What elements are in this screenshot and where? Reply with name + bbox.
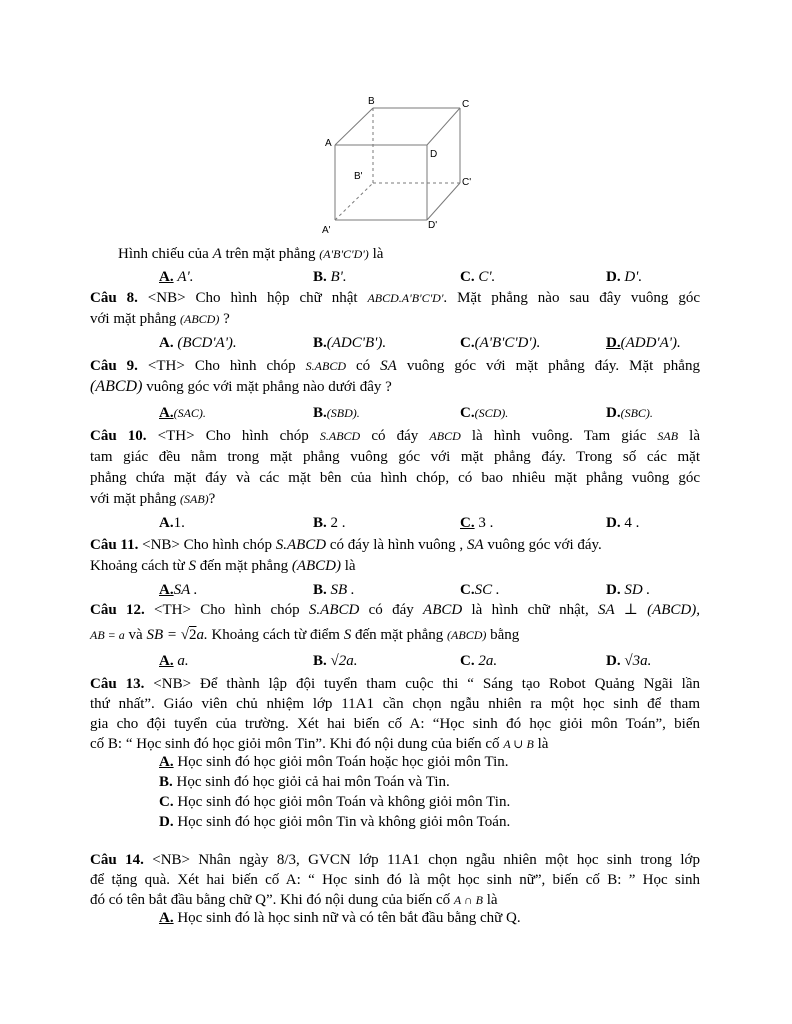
q8-option-b[interactable]: B.(ADC'B'). <box>313 335 387 351</box>
q11-option-d[interactable]: D. SD . <box>606 582 651 598</box>
q10-option-c[interactable]: C. 3 . <box>460 515 494 531</box>
q8-option-a[interactable]: A. (BCD'A'). <box>159 335 237 351</box>
q7-stem: Hình chiếu của A trên mặt phẳng (A'B'C'D') là <box>118 246 384 262</box>
q10-line-2: tam giác đều nằm trong mặt phẳng vuông góc với mặt phẳng đáy. Trong số các mặt <box>90 449 700 465</box>
q9-label: Câu 9. <box>90 358 138 374</box>
q9-options <box>159 403 719 423</box>
q11-options <box>159 580 719 600</box>
q11-option-b[interactable]: B. SB . <box>313 582 355 598</box>
q10-option-d[interactable]: D. 4 . <box>606 515 640 531</box>
label-C: C <box>462 99 470 110</box>
q7-options <box>159 267 719 287</box>
q12-line-1: Câu 12. <TH> Cho hình chóp S.ABCD có đáy ABCD là hình chữ nhật, SA ⊥ (ABCD), <box>90 602 700 618</box>
q8-options <box>159 333 719 353</box>
q7-option-c[interactable]: C. C'. <box>460 269 496 285</box>
edge-DpCp <box>427 183 460 220</box>
cube-figure <box>310 95 480 235</box>
q11-line-2: Khoảng cách từ S đến mặt phẳng (ABCD) là <box>90 558 356 574</box>
q10-options <box>159 513 719 533</box>
q13-answer-d[interactable]: D. Học sinh đó học giỏi môn Tin và không giỏi môn Toán. <box>159 814 511 830</box>
q13-answer-c[interactable]: C. Học sinh đó học giỏi môn Toán và không giỏi môn Tin. <box>159 794 511 810</box>
q14-label: Câu 14. <box>90 852 144 868</box>
q13-answer-b[interactable]: B. Học sinh đó học giỏi cả hai môn Toán và Tin. <box>159 774 450 790</box>
edge-ApBp <box>335 183 373 220</box>
q12-option-d[interactable]: D. √3a. <box>606 653 652 669</box>
q7-option-d[interactable]: D. D'. <box>606 269 643 285</box>
label-B: B <box>368 96 375 107</box>
label-A: A <box>325 138 332 149</box>
q14-line-2: để tặng quà. Xét hai biến cố A: “ Học sinh đó là một học sinh nữ”, biến cố B: ” Học sinh <box>90 872 700 888</box>
label-Dp: D' <box>428 220 438 231</box>
q10-option-b[interactable]: B. 2 . <box>313 515 346 531</box>
q10-option-a[interactable]: A.1. <box>159 515 185 531</box>
q12-option-b[interactable]: B. √2a. <box>313 653 358 669</box>
q7-option-b[interactable]: B. B'. <box>313 269 347 285</box>
q8-line-2: với mặt phẳng (ABCD) ? <box>90 311 230 327</box>
q14-line-1: Câu 14. <NB> Nhân ngày 8/3, GVCN lớp 11A1 chọn ngẫu nhiên một học sinh trong lớp <box>90 852 700 868</box>
label-Ap: A' <box>322 225 331 235</box>
q12-label: Câu 12. <box>90 602 145 618</box>
q13-line-3: gia cho đội tuyển của trường. Xét hai biến cố A: “Học sinh đó học giỏi môn Toán”, biến <box>90 716 700 732</box>
q11-label: Câu 11. <box>90 537 139 553</box>
q9-line-2: (ABCD) vuông góc với mặt phẳng nào dưới đây ? <box>90 378 392 395</box>
q9-line-1: Câu 9. <TH> Cho hình chóp S.ABCD có SA vuông góc với mặt phẳng đáy. Mặt phẳng <box>90 358 700 374</box>
q13-answer-a[interactable]: A. Học sinh đó học giỏi môn Toán hoặc học giỏi môn Tin. <box>159 754 509 770</box>
q9-option-d[interactable]: D.(SBC). <box>606 405 653 421</box>
q7-option-a[interactable]: A. A'. <box>159 269 194 285</box>
q14-answer-a[interactable]: A. Học sinh đó là học sinh nữ và có tên bắt đầu bằng chữ Q. <box>159 910 521 926</box>
q11-option-a[interactable]: A.SA . <box>159 582 198 598</box>
q10-line-4: với mặt phẳng (SAB)? <box>90 491 216 507</box>
q13-answers <box>159 752 719 832</box>
q12-options <box>159 651 719 671</box>
label-Cp: C' <box>462 177 472 188</box>
q10-line-3: phẳng chứa mặt đáy và các mặt bên của hình chóp, có bao nhiêu mặt phẳng vuông góc <box>90 470 700 486</box>
q13-line-4: cố B: “ Học sinh đó học giỏi môn Tin”. Khi đó nội dung của biến cố A ∪ B là <box>90 736 549 752</box>
q12-option-c[interactable]: C. 2a. <box>460 653 498 669</box>
q13-line-1: Câu 13. <NB> Để thành lập đội tuyển tham cuộc thi “ Sáng tạo Robot Quảng Ngãi lần <box>90 676 700 692</box>
q8-label: Câu 8. <box>90 290 138 306</box>
label-D: D <box>430 149 438 160</box>
q9-option-a[interactable]: A.(SAC). <box>159 405 206 421</box>
q12-line-2: AB = a và SB = √2a. Khoảng cách từ điểm S đến mặt phẳng (ABCD) bằng <box>90 627 520 643</box>
q8-line-1: Câu 8. <NB> Cho hình hộp chữ nhật ABCD.A'B'C'D'. Mặt phẳng nào sau đây vuông góc <box>90 290 700 306</box>
q14-answers <box>159 908 719 928</box>
q11-line-1: Câu 11. <NB> Cho hình chóp S.ABCD có đáy là hình vuông , SA vuông góc với đáy. <box>90 537 602 553</box>
q9-option-c[interactable]: C.(SCD). <box>460 405 509 421</box>
q14-line-3: đó có tên bắt đầu bằng chữ Q”. Khi đó nội dung của biến cố A ∩ B là <box>90 892 498 908</box>
q10-line-1: Câu 10. <TH> Cho hình chóp S.ABCD có đáy ABCD là hình vuông. Tam giác SAB là <box>90 428 700 444</box>
q13-line-2: thứ nhất”. Giáo viên chủ nhiệm lớp 11A1 cần chọn ngẫu nhiên ra một học sinh để tham <box>90 696 700 712</box>
q8-option-c[interactable]: C.(A'B'C'D'). <box>460 335 541 351</box>
edge-DC <box>427 108 460 145</box>
label-Bp: B' <box>354 171 363 182</box>
edge-AB <box>335 108 373 145</box>
q10-label: Câu 10. <box>90 428 147 444</box>
q13-label: Câu 13. <box>90 676 145 692</box>
q8-option-d[interactable]: D.(ADD'A'). <box>606 335 681 351</box>
q11-option-c[interactable]: C.SC . <box>460 582 500 598</box>
q9-option-b[interactable]: B.(SBD). <box>313 405 360 421</box>
q12-option-a[interactable]: A. a. <box>159 653 189 669</box>
